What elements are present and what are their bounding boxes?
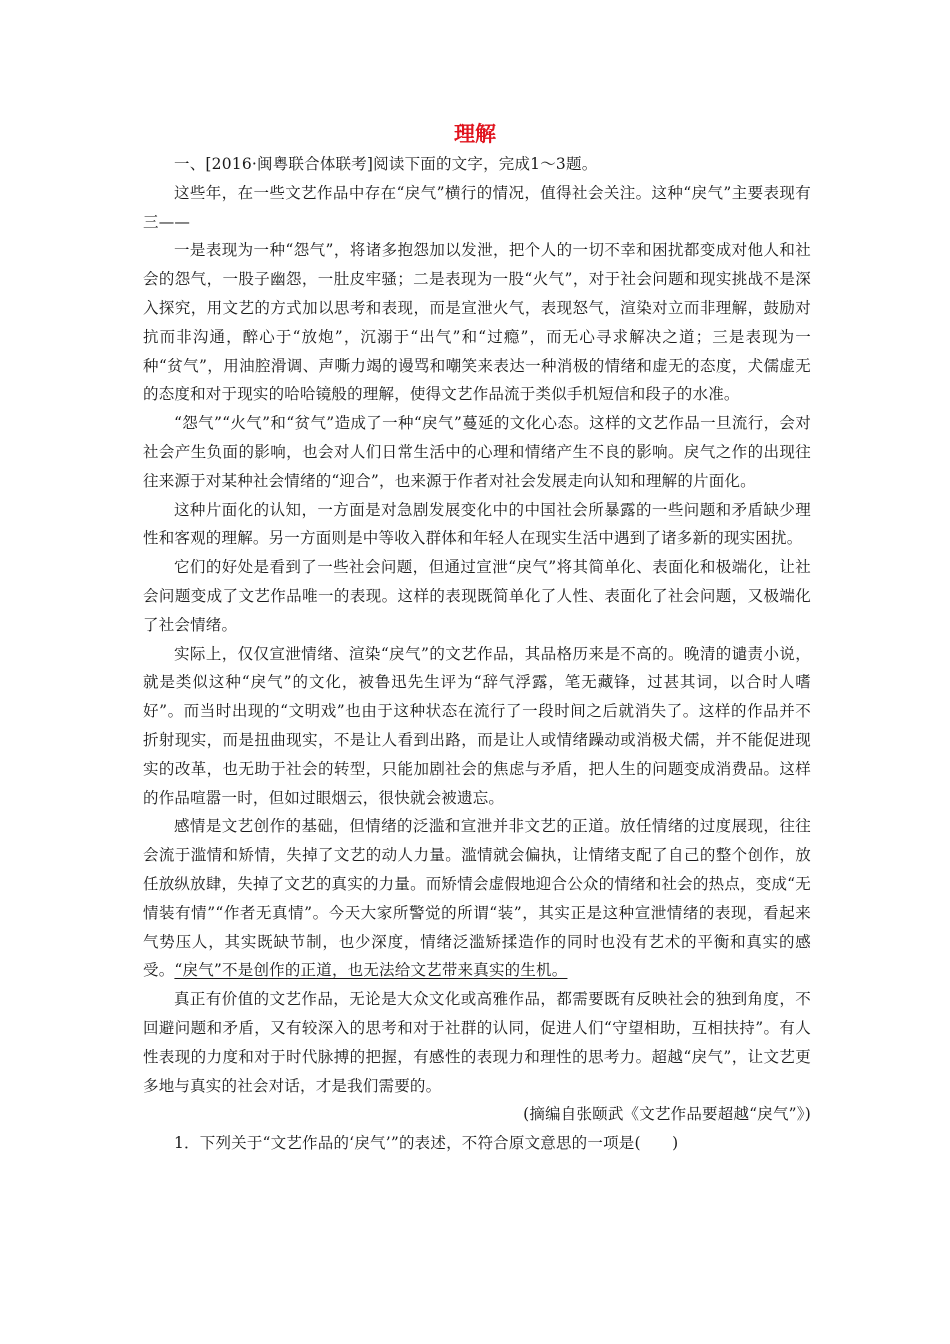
paragraph-2: 一是表现为一种“怨气”，将诸多抱怨加以发泄，把个人的一切不幸和困扰都变成对他人和社会的怨气，一股子幽怨，一肚皮牢骚；二是表现为一股“火气”，对于社会问题和现实挑战不是深入探究，用文艺的方式加以思考和表现，而是宣泄火气，表现怒气，渲染对立而非理解，鼓励对抗而非沟通，醉心于“放炮”，沉溺于“出气”和“过瘾”，而无心寻求解决之道；三是表现为一种“贫气”，用油腔滑调、声嘶力竭的谩骂和嘲笑来表达一种消极的情绪和虚无的态度，犬儒虚无的态度和对于现实的哈哈镜般的理解，使得文艺作品流于类似手机短信和段子的水准。 [143, 241, 811, 404]
paragraph-3: “怨气”“火气”和“贫气”造成了一种“戾气”蔓延的文化心态。这样的文艺作品一旦流行，会对社会产生负面的影响，也会对人们日常生活中的心理和情绪产生不良的影响。戾气之作的出现往往来源于对某种社会情绪的“迎合”，也来源于作者对社会发展走向认知和理解的片面化。 [143, 414, 811, 490]
paragraph-6: 实际上，仅仅宣泄情绪、渲染“戾气”的文艺作品，其品格历来是不高的。晚清的谴责小说，就是类似这种“戾气”的文化，被鲁迅先生评为“辞气浮露，笔无藏锋，过甚其词，以合时人嗜好”。而当时出现的“文明戏”也由于这种状态在流行了一段时间之后就消失了。这样的作品并不折射现实，而是扭曲现实，不是让人看到出路，而是让人或情绪躁动或消极犬儒，并不能促进现实的改革，也无助于社会的转型，只能加剧社会的焦虑与矛盾，把人生的问题变成消费品。这样的作品喧嚣一时，但如过眼烟云，很快就会被遗忘。 [143, 644, 811, 807]
question-1: 1．下列关于“文艺作品的‘戾气’”的表述，不符合原文意思的一项是( ) [174, 1134, 679, 1153]
document-body [143, 150, 811, 1158]
paragraph-4: 这种片面化的认知，一方面是对急剧发展变化中的中国社会所暴露的一些问题和矛盾缺少理性和客观的理解。另一方面则是中等收入群体和年轻人在现实生活中遇到了诸多新的现实困扰。 [143, 500, 811, 548]
paragraph-5: 它们的好处是看到了一些社会问题，但通过宣泄“戾气”将其简单化、表面化和极端化，让社会问题变成了文艺作品唯一的表现。这样的表现既简单化了人性、表面化了社会问题，又极端化了社会情绪。 [143, 558, 811, 634]
paragraph-7-text: 感情是文艺创作的基础，但情绪的泛滥和宣泄并非文艺的正道。放任情绪的过度展现，往往会流于滥情和矫情，失掉了文艺的动人力量。滥情就会偏执，让情绪支配了自己的整个创作，放任放纵放肆，失掉了文艺的真实的力量。而矫情会虚假地迎合公众的情绪和社会的热点，变成“无情装有情”“作者无真情”。今天大家所警觉的所谓“装”，其实正是这种宣泄情绪的表现，看起来气势压人，其实既缺节制，也少深度，情绪泛滥矫揉造作的同时也没有艺术的平衡和真实的感受。 [143, 817, 811, 980]
paragraph-1: 这些年，在一些文艺作品中存在“戾气”横行的情况，值得社会关注。这种“戾气”主要表现有三—— [143, 183, 811, 231]
paragraph-8: 真正有价值的文艺作品，无论是大众文化或高雅作品，都需要既有反映社会的独到角度，不回避问题和矛盾，又有较深入的思考和对于社群的认同，促进人们“守望相助，互相扶持”。有人性表现的力度和对于时代脉搏的把握，有感性的表现力和理性的思考力。超越“戾气”，让文艺更多地与真实的社会对话，才是我们需要的。 [143, 990, 811, 1095]
underlined-sentence: “戾气”不是创作的正道，也无法给文艺带来真实的生机。 [174, 961, 568, 980]
page-title: 理解 [454, 121, 496, 146]
section-header: 一、[2016·闽粤联合体联考]阅读下面的文字，完成1～3题。 [174, 155, 598, 173]
source-citation: (摘编自张颐武《文艺作品要超越“戾气”》) [523, 1105, 811, 1124]
paragraph-7 [143, 812, 811, 985]
